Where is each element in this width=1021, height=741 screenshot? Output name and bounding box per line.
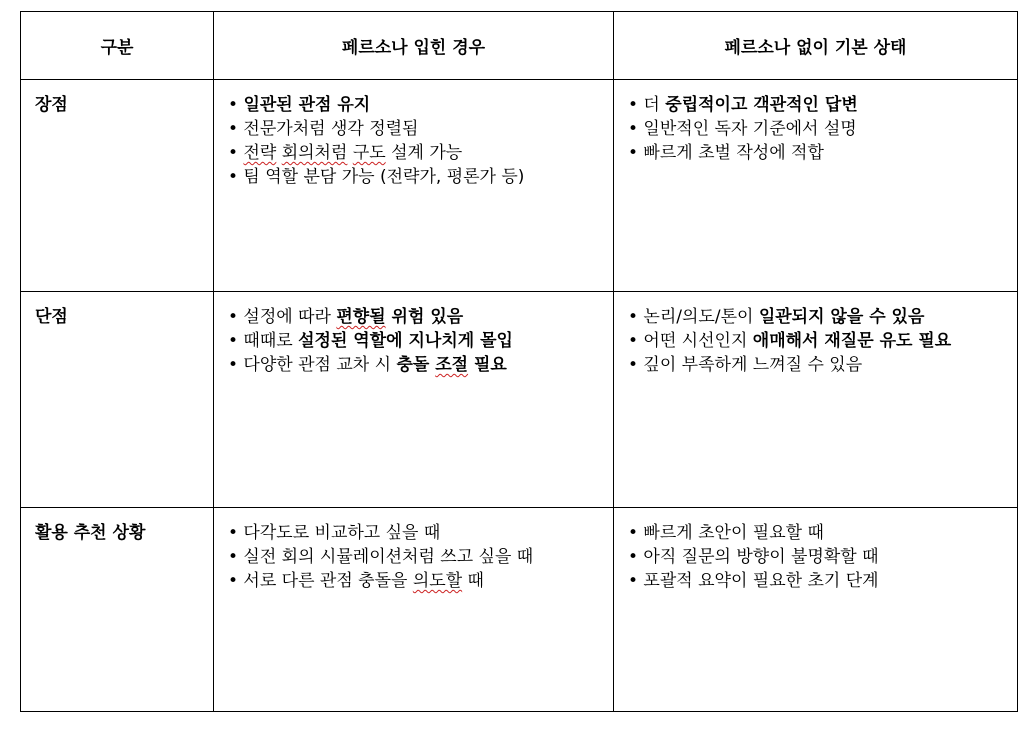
spellcheck-underline: 의도할 [412,571,463,591]
cell-default [614,292,1018,508]
table-row-recommended-use [21,508,1018,712]
cell-persona [214,508,614,712]
list-item: • 다양한 관점 교차 시 충돌 조절 필요 [228,355,507,375]
spellcheck-underline: 편향될 [336,307,386,327]
list-item: • 깊이 부족하게 느껴질 수 있음 [628,355,863,375]
list-item: • 일반적인 독자 기준에서 설명 [628,119,857,139]
spellcheck-underline: 조절 [435,355,469,375]
list-item: • 일관된 관점 유지 [228,95,371,115]
cell-default [614,508,1018,712]
header-row [21,12,1018,80]
list-item: • 설정에 따라 편향될 위험 있음 [228,307,464,327]
cell-persona [214,292,614,508]
cell-persona [214,80,614,292]
header-default: 페르소나 없이 기본 상태 [614,12,1018,80]
list-item: • 논리/의도/톤이 일관되지 않을 수 있음 [628,307,925,327]
spellcheck-underline: 구도 [352,143,386,163]
list-item: • 서로 다른 관점 충돌을 의도할 때 [228,571,484,591]
list-item: • 때때로 설정된 역할에 지나치게 몰입 [228,331,513,351]
list-item: • 더 중립적이고 객관적인 답변 [628,95,858,115]
header-category: 구분 [21,12,214,80]
list-item: • 팀 역할 분담 가능 (전략가, 평론가 등) [228,167,525,187]
spellcheck-underline: 전략 [243,143,277,163]
row-label: 장점 [21,80,214,292]
list-item: • 포괄적 요약이 필요한 초기 단계 [628,571,879,591]
table-row-disadvantages [21,292,1018,508]
list-item: • 실전 회의 시뮬레이션처럼 쓰고 싶을 때 [228,547,534,567]
cell-default [614,80,1018,292]
spellcheck-underline: 회의처럼 [281,143,348,163]
list-item: • 어떤 시선인지 애매해서 재질문 유도 필요 [628,331,952,351]
list-item: • 전문가처럼 생각 정렬됨 [228,119,419,139]
list-item: • 전략 회의처럼 구도 설계 가능 [228,143,463,163]
comparison-table [20,11,1018,712]
header-persona: 페르소나 입힌 경우 [214,12,614,80]
list-item: • 빠르게 초안이 필요할 때 [628,523,824,543]
list-item: • 빠르게 초벌 작성에 적합 [628,143,824,163]
list-item: • 다각도로 비교하고 싶을 때 [228,523,441,543]
row-label: 단점 [21,292,214,508]
row-label: 활용 추천 상황 [21,508,214,712]
list-item: • 아직 질문의 방향이 불명확할 때 [628,547,879,567]
table-row-advantages [21,80,1018,292]
